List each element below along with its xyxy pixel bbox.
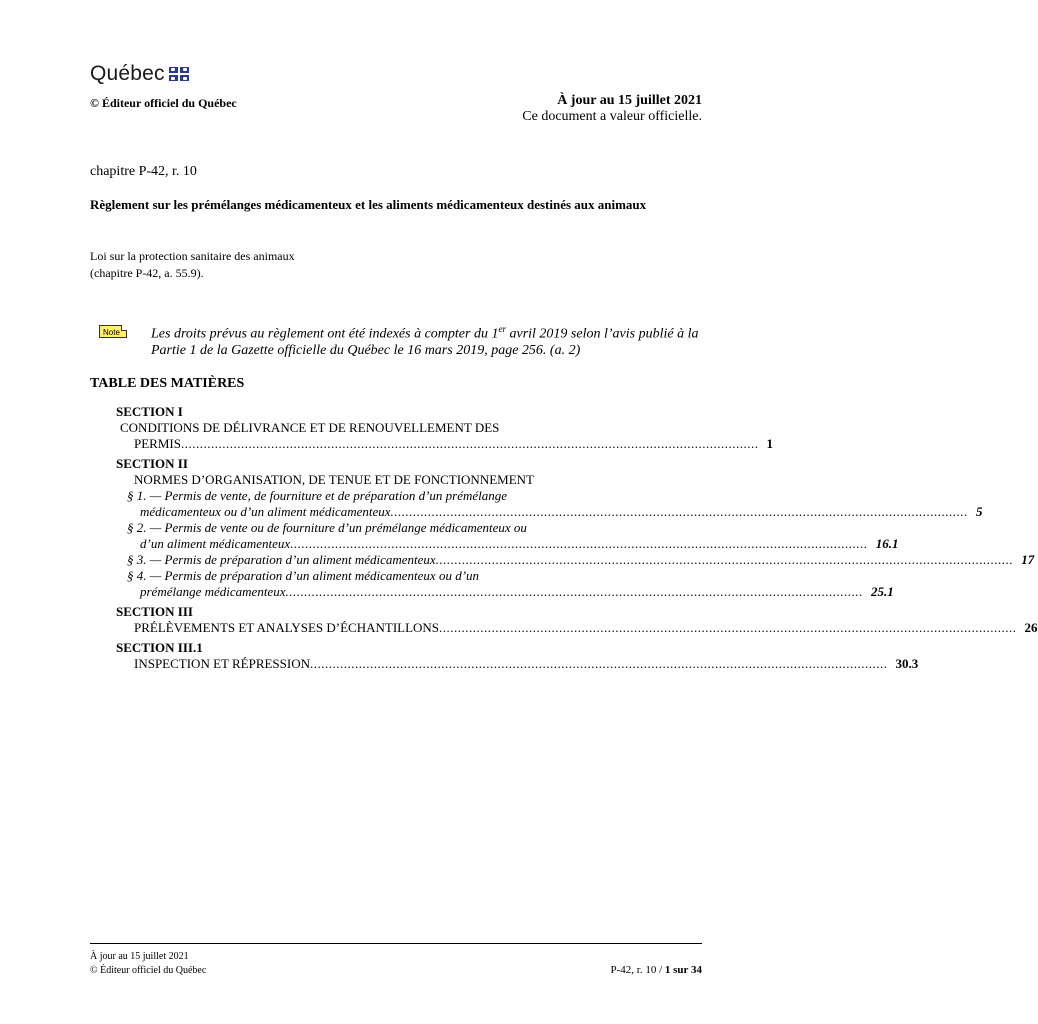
- quebec-logo: [90, 62, 189, 86]
- toc-entry-text: médicamenteux ou d’un aliment médicamenteux: [140, 504, 391, 519]
- toc-section-heading: SECTION III.1: [116, 640, 203, 655]
- toc-entry-text: INSPECTION ET RÉPRESSION: [134, 656, 311, 671]
- toc-subsection-title[interactable]: § 2. — Permis de vente ou de fourniture d’un prémélange médicamenteux ou: [127, 520, 527, 535]
- regulation-title: Règlement sur les prémélanges médicamenteux et les aliments médicamenteux destinés aux animaux: [90, 197, 647, 212]
- note-icon[interactable]: Note: [99, 325, 127, 338]
- toc-section-heading: SECTION III: [116, 604, 193, 619]
- toc-page-number: 16.1: [875, 536, 899, 551]
- toc-section-heading: SECTION I: [116, 404, 183, 419]
- law-name: Loi sur la protection sanitaire des animaux: [90, 249, 295, 263]
- header-publisher: © Éditeur officiel du Québec: [90, 96, 237, 110]
- toc-section-2[interactable]: [116, 456, 1035, 600]
- toc-page-number: 5: [976, 504, 983, 519]
- toc-subsection-title[interactable]: § 1. — Permis de vente, de fourniture et de préparation d’un prémélange: [127, 488, 508, 503]
- footer-reference: P-42, r. 10 /: [610, 964, 665, 976]
- footer-date: À jour au 15 juillet 2021: [90, 951, 189, 962]
- header-status: [522, 93, 702, 125]
- toc-section-title: CONDITIONS DE DÉLIVRANCE ET DE RENOUVELLEMENT DES: [120, 420, 500, 435]
- toc-entry-text: prémélange médicamenteux: [140, 584, 286, 599]
- fleurdelise-flag-icon: [169, 67, 189, 81]
- toc-entry-text: § 3. — Permis de préparation d’un aliment médicamenteux: [127, 552, 436, 567]
- toc-section-3[interactable]: [116, 604, 1038, 636]
- toc-page-number: 1: [766, 436, 773, 451]
- law-article: (chapitre P-42, a. 55.9).: [90, 266, 204, 280]
- footer-publisher: © Éditeur officiel du Québec: [90, 965, 207, 976]
- toc-subsection-title[interactable]: § 4. — Permis de préparation d’un aliment médicamenteux ou d’un: [127, 568, 480, 583]
- logo-text: Québec: [90, 62, 165, 85]
- toc-entry-text: d’un aliment médicamenteux: [140, 536, 291, 551]
- note-line2: Partie 1 de la Gazette officielle du Québec le 16 mars 2019, page 256. (a. 2): [151, 342, 581, 358]
- note-line1-pre: Les droits prévus au règlement ont été indexés à compter du 1: [151, 326, 499, 342]
- toc-entry: INSPECTION ET RÉPRESSION.......................................................................................................................................................... 30.3: [134, 656, 919, 671]
- toc-title: TABLE DES MATIÈRES: [90, 376, 245, 391]
- footer-left: [90, 950, 206, 978]
- toc-entry: PERMIS.......................................................................................................................................................... 1: [134, 436, 773, 451]
- footer-page-count: 1 sur 34: [664, 964, 702, 976]
- toc-entry[interactable]: § 3. — Permis de préparation d’un aliment médicamenteux.......................................................................................................................................................... 17: [127, 552, 1035, 567]
- toc-entry-text: PRÉLÈVEMENTS ET ANALYSES D’ÉCHANTILLONS: [134, 620, 440, 635]
- note-line1-post: avril 2019 selon l’avis publié à la: [505, 326, 699, 342]
- toc-entry[interactable]: d’un aliment médicamenteux.......................................................................................................................................................... 16.1: [140, 536, 899, 551]
- footer-page-info: [611, 964, 703, 976]
- toc-entry-text: PERMIS: [134, 436, 181, 451]
- header-date: À jour au 15 juillet 2021: [557, 93, 702, 108]
- note-text: [151, 321, 706, 359]
- chapter-reference: chapitre P-42, r. 10: [90, 164, 197, 179]
- note-superscript: er: [498, 324, 506, 334]
- toc-section-3-1[interactable]: [116, 640, 919, 672]
- toc-section-1[interactable]: [116, 404, 773, 452]
- toc-section-heading: SECTION II: [116, 456, 188, 471]
- toc-entry[interactable]: prémélange médicamenteux.......................................................................................................................................................... 25.1: [140, 584, 894, 599]
- enabling-law: [90, 248, 295, 282]
- toc-page-number: 30.3: [895, 656, 919, 671]
- toc-entry: PRÉLÈVEMENTS ET ANALYSES D’ÉCHANTILLONS.......................................................................................................................................................... 26: [134, 620, 1038, 635]
- table-of-contents: [116, 404, 1038, 676]
- toc-section-title: NORMES D’ORGANISATION, DE TENUE ET DE FONCTIONNEMENT: [134, 472, 534, 487]
- toc-page-number: 17: [1021, 552, 1035, 567]
- toc-page-number: 25.1: [870, 584, 894, 599]
- footer-divider: [90, 943, 702, 944]
- toc-entry[interactable]: médicamenteux ou d’un aliment médicamenteux.......................................................................................................................................................... 5: [140, 504, 983, 519]
- header-validity: Ce document a valeur officielle.: [522, 109, 702, 124]
- toc-page-number: 26: [1024, 620, 1038, 635]
